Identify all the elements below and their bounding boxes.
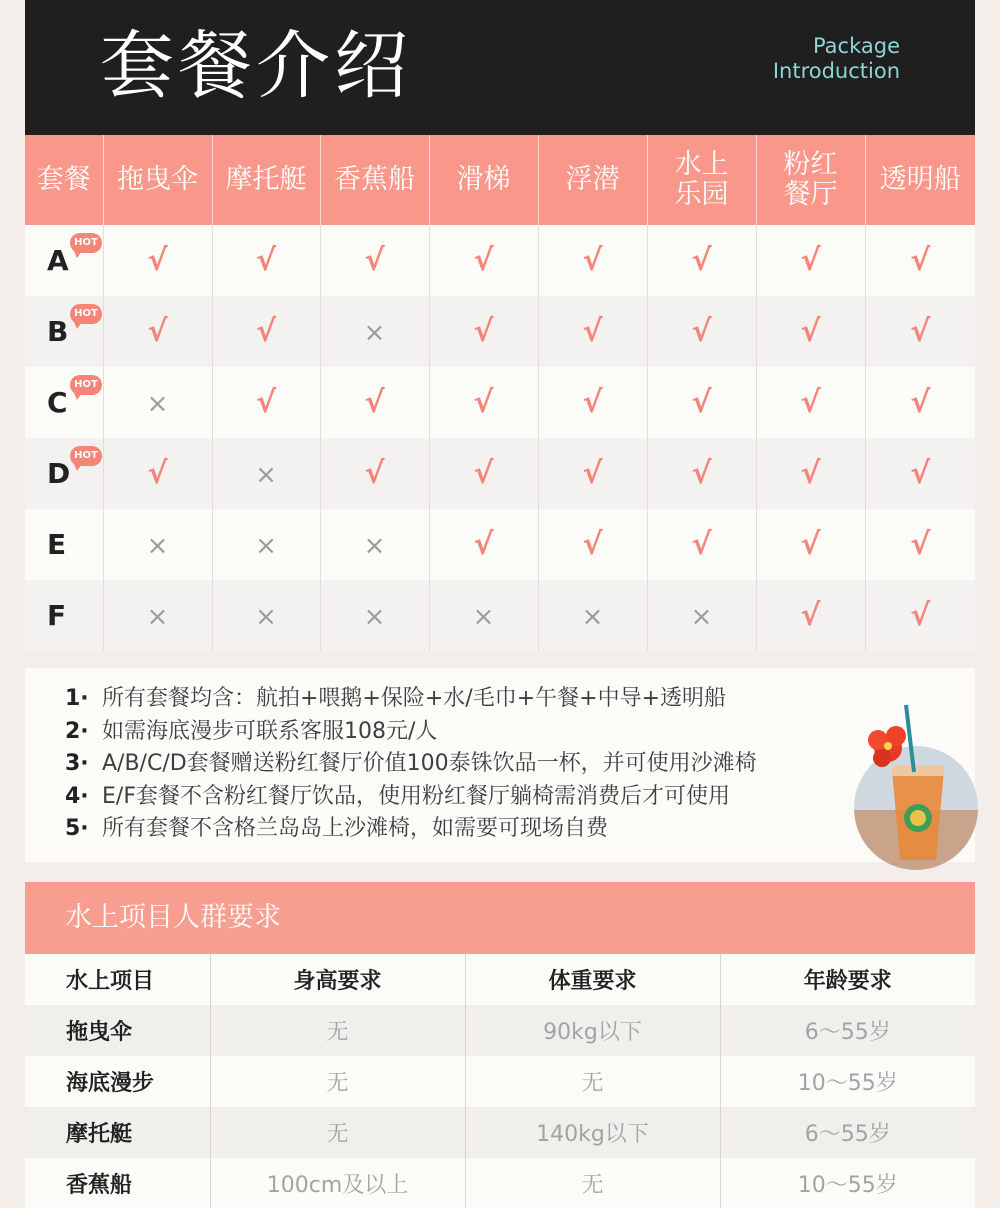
included-check-icon: √ [800,456,821,491]
note-item [65,813,757,846]
package-name-cell [25,509,103,580]
included-check-icon: √ [147,456,168,491]
package-header-cell: 滑梯 [429,135,538,225]
package-cell [320,438,429,509]
hot-badge: HOT [70,446,102,466]
excluded-cross-icon: × [146,531,169,561]
package-cell [320,509,429,580]
package-cell [538,225,647,296]
package-cell [756,509,865,580]
included-check-icon: √ [473,243,494,278]
package-cell [212,296,320,367]
activity-name-cell: 海底漫步 [25,1056,210,1107]
package-cell [756,580,865,651]
included-check-icon: √ [910,314,931,349]
note-item [65,781,757,814]
package-cell [647,580,756,651]
package-cell [647,367,756,438]
note-number: 1· [65,686,89,711]
page-title: 套餐介绍 [100,23,412,109]
included-check-icon: √ [691,456,712,491]
excluded-cross-icon: × [690,602,713,632]
subtitle-line-2: Introduction [772,59,900,83]
package-name-cell [25,225,103,296]
included-check-icon: √ [473,385,494,420]
package-header-cell: 拖曳伞 [103,135,212,225]
note-item [65,716,757,749]
package-cell [865,438,975,509]
package-name-cell [25,296,103,367]
note-text: 如需海底漫步可联系客服108元/人 [102,718,438,744]
included-check-icon: √ [364,243,385,278]
excluded-cross-icon: × [146,602,169,632]
page-subtitle [773,34,900,84]
package-header-cell: 水上 乐园 [647,135,756,225]
package-cell [756,296,865,367]
requirement-cell: 90kg以下 [465,1005,720,1056]
included-check-icon: √ [255,243,276,278]
package-cell [103,225,212,296]
requirements-header-cell: 身高要求 [210,954,465,1005]
package-cell [756,225,865,296]
included-check-icon: √ [364,456,385,491]
excluded-cross-icon: × [255,602,277,632]
included-check-icon: √ [147,314,168,349]
requirement-cell: 无 [465,1158,720,1208]
package-cell [756,367,865,438]
package-table [25,135,975,651]
excluded-cross-icon: × [146,389,169,419]
package-header-cell: 透明船 [865,135,975,225]
package-cell [647,225,756,296]
excluded-cross-icon: × [472,602,495,632]
activity-name-cell: 摩托艇 [25,1107,210,1158]
note-number: 5· [65,816,89,841]
package-cell [429,296,538,367]
note-item [65,683,757,716]
note-text: E/F套餐不含粉红餐厅饮品，使用粉红餐厅躺椅需消费后才可使用 [102,783,730,809]
included-check-icon: √ [147,243,168,278]
package-cell [429,509,538,580]
requirements-row [25,1005,975,1056]
requirement-cell: 140kg以下 [465,1107,720,1158]
hot-badge: HOT [70,233,102,253]
excluded-cross-icon: × [581,602,604,632]
package-cell [538,580,647,651]
requirements-table [25,954,975,1208]
package-name: C [47,386,68,419]
hot-badge: HOT [70,304,102,324]
included-check-icon: √ [582,456,603,491]
package-cell [647,296,756,367]
package-header-cell: 摩托艇 [212,135,320,225]
package-cell [103,509,212,580]
package-row [25,509,975,580]
included-check-icon: √ [800,243,821,278]
requirement-cell: 10～55岁 [720,1056,975,1107]
included-check-icon: √ [691,385,712,420]
requirements-title: 水上项目人群要求 [25,882,975,954]
excluded-cross-icon: × [255,460,277,490]
note-text: 所有套餐不含格兰岛岛上沙滩椅，如需要可现场自费 [102,816,609,841]
package-row [25,296,975,367]
requirement-cell: 无 [465,1056,720,1107]
note-number: 3· [65,751,89,776]
included-check-icon: √ [255,314,276,349]
requirements-row [25,1158,975,1208]
package-cell [103,296,212,367]
package-name: D [47,457,71,490]
package-cell [865,225,975,296]
package-cell [538,438,647,509]
requirement-cell: 10～55岁 [720,1158,975,1208]
package-cell [212,367,320,438]
package-cell [212,509,320,580]
note-text: 所有套餐均含：航拍+喂鹅+保险+水/毛巾+午餐+中导+透明船 [102,686,727,711]
package-cell [538,296,647,367]
included-check-icon: √ [364,385,385,420]
hot-badge: HOT [70,375,102,395]
included-check-icon: √ [910,527,931,562]
package-cell [538,509,647,580]
package-cell [647,509,756,580]
package-cell [865,296,975,367]
package-cell [429,438,538,509]
subtitle-line-1: Package [812,34,900,58]
package-cell [320,367,429,438]
included-check-icon: √ [910,456,931,491]
activity-name-cell: 拖曳伞 [25,1005,210,1056]
included-check-icon: √ [582,243,603,278]
included-check-icon: √ [800,314,821,349]
package-name-cell [25,580,103,651]
package-name: E [47,528,67,561]
requirements-table-header [25,954,975,1005]
requirement-cell: 无 [210,1005,465,1056]
excluded-cross-icon: × [255,531,277,561]
included-check-icon: √ [800,527,821,562]
package-cell [865,580,975,651]
requirements-header-cell: 年龄要求 [720,954,975,1005]
requirement-cell: 100cm及以上 [210,1158,465,1208]
package-cell [103,580,212,651]
included-check-icon: √ [691,243,712,278]
package-cell [865,509,975,580]
package-name: A [47,244,69,277]
included-check-icon: √ [255,385,276,420]
package-header-cell: 套餐 [25,135,103,225]
package-cell [103,367,212,438]
package-cell [320,580,429,651]
requirements-row [25,1056,975,1107]
included-check-icon: √ [473,456,494,491]
package-name: B [47,315,69,348]
package-name: F [47,599,67,632]
included-check-icon: √ [910,598,931,633]
package-name-cell [25,367,103,438]
included-check-icon: √ [800,598,821,633]
package-header-cell: 浮潜 [538,135,647,225]
included-check-icon: √ [582,314,603,349]
package-cell [429,580,538,651]
excluded-cross-icon: × [363,531,386,561]
included-check-icon: √ [691,527,712,562]
package-cell [320,225,429,296]
package-cell [865,367,975,438]
requirements-header-cell: 体重要求 [465,954,720,1005]
drink-photo [852,700,980,870]
package-cell [320,296,429,367]
note-number: 2· [65,718,89,744]
package-cell [538,367,647,438]
package-cell [429,225,538,296]
package-table-header [25,135,975,225]
header-banner [25,0,975,135]
requirement-cell: 无 [210,1056,465,1107]
package-cell [103,438,212,509]
note-text: A/B/C/D套餐赠送粉红餐厅价值100泰铢饮品一杯，并可使用沙滩椅 [102,751,757,776]
requirements-row [25,1107,975,1158]
package-row [25,438,975,509]
included-check-icon: √ [910,385,931,420]
requirement-cell: 6～55岁 [720,1107,975,1158]
package-cell [212,580,320,651]
notes-list [65,683,757,846]
package-cell [647,438,756,509]
requirement-cell: 无 [210,1107,465,1158]
package-cell [212,225,320,296]
note-number: 4· [65,783,89,809]
notes-panel [25,668,975,862]
note-item [65,748,757,781]
included-check-icon: √ [910,243,931,278]
package-cell [212,438,320,509]
excluded-cross-icon: × [363,602,386,632]
activity-name-cell: 香蕉船 [25,1158,210,1208]
included-check-icon: √ [582,527,603,562]
included-check-icon: √ [473,527,494,562]
package-row [25,367,975,438]
package-header-cell: 粉红 餐厅 [756,135,865,225]
package-name-cell [25,438,103,509]
included-check-icon: √ [582,385,603,420]
requirements-header-cell: 水上项目 [25,954,210,1005]
requirement-cell: 6～55岁 [720,1005,975,1056]
excluded-cross-icon: × [363,318,386,348]
package-cell [756,438,865,509]
included-check-icon: √ [691,314,712,349]
package-row [25,580,975,651]
included-check-icon: √ [473,314,494,349]
package-cell [429,367,538,438]
included-check-icon: √ [800,385,821,420]
package-row [25,225,975,296]
package-header-cell: 香蕉船 [320,135,429,225]
